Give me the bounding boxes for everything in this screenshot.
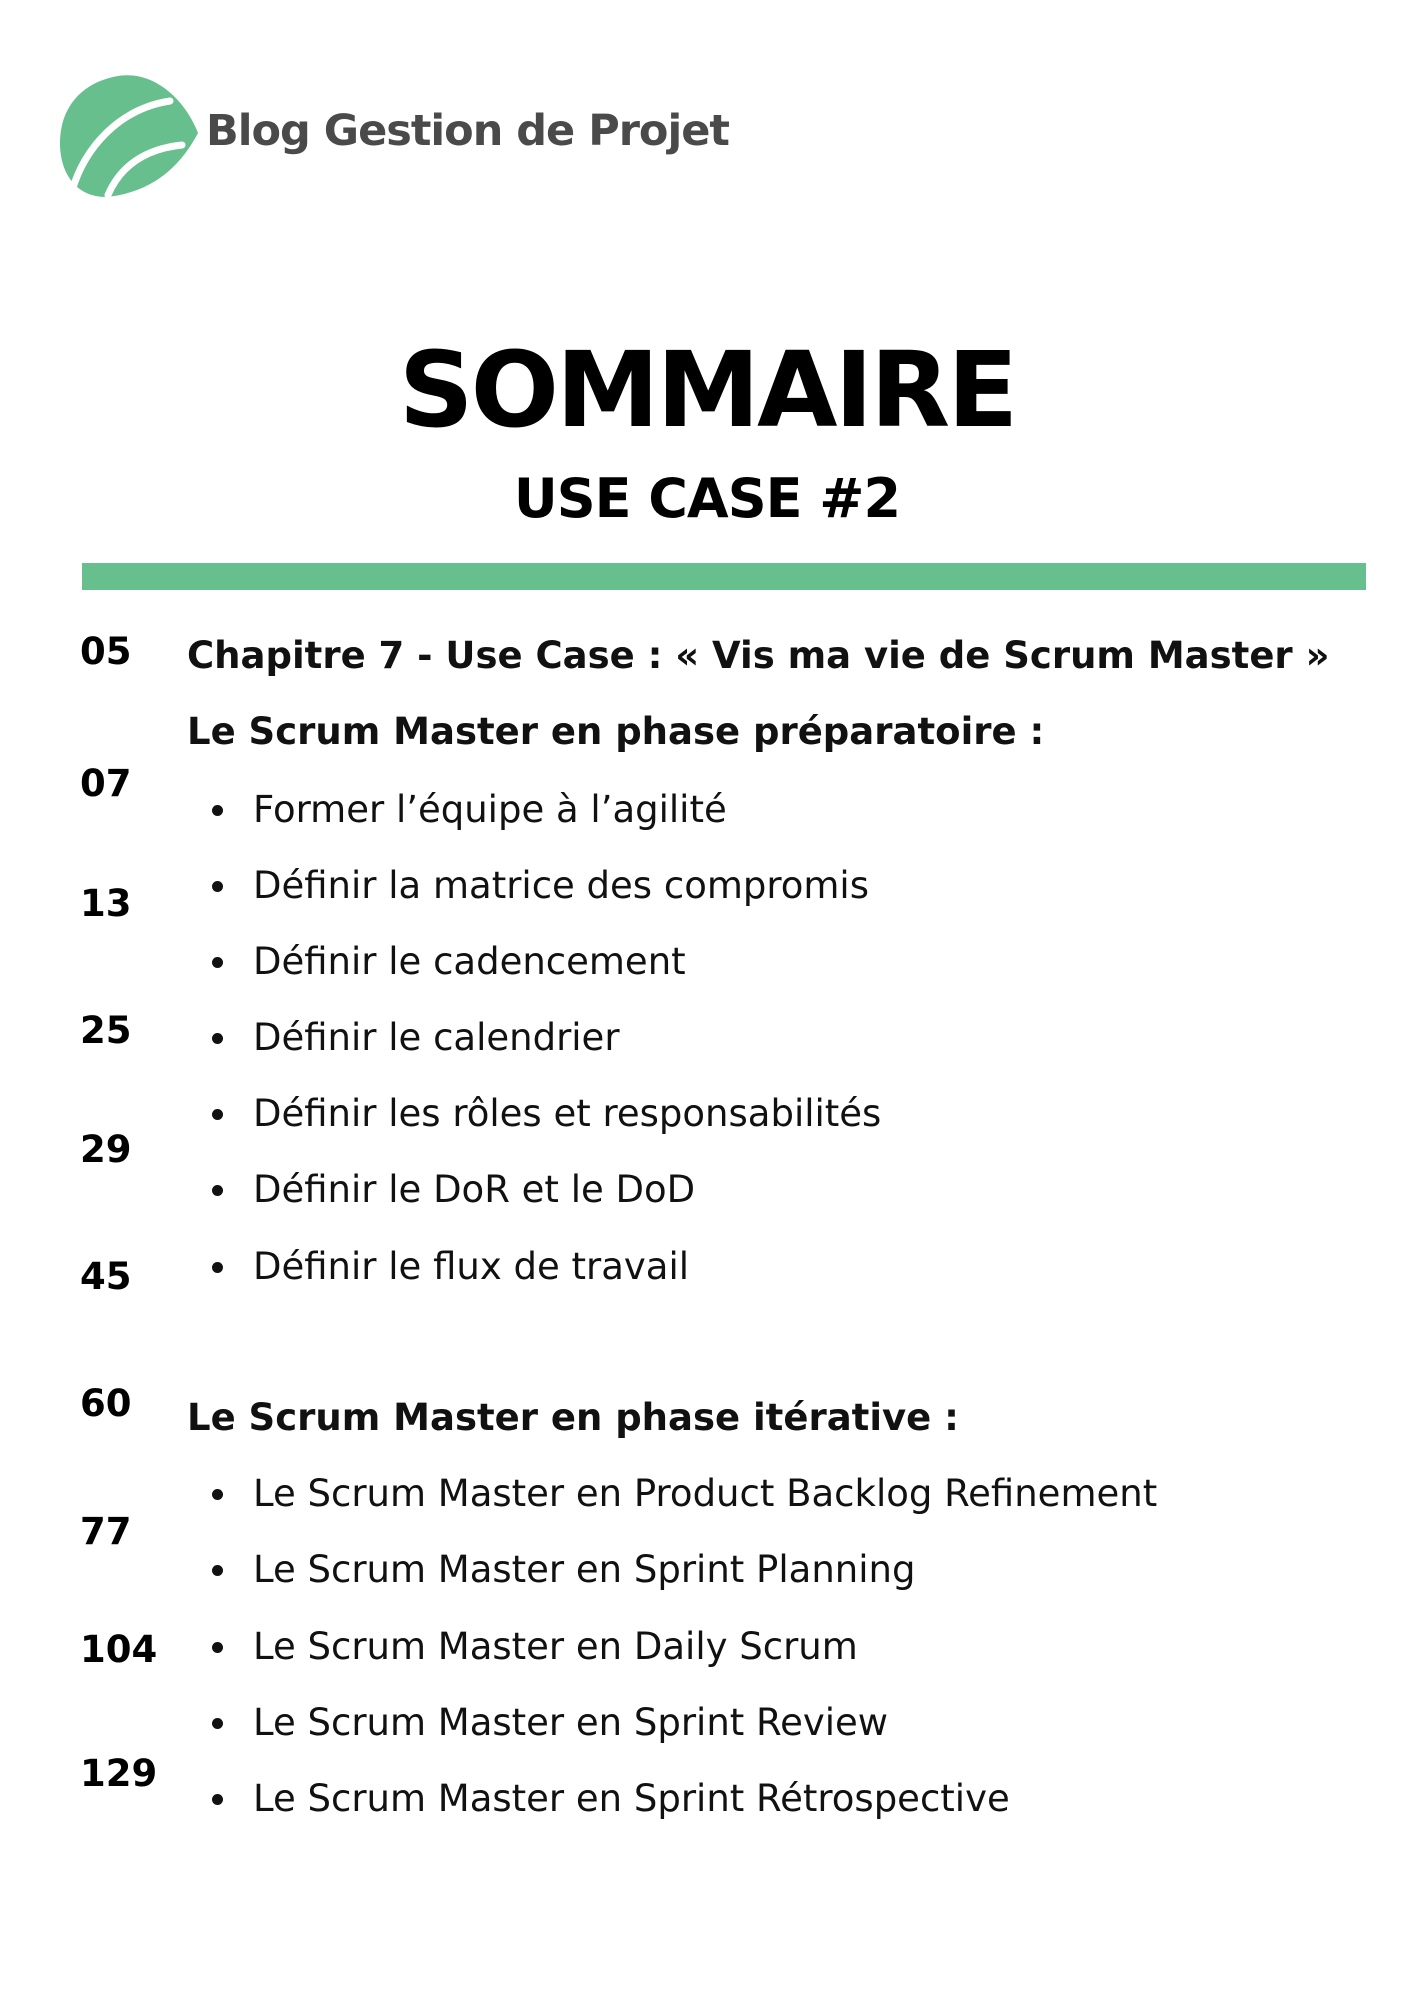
page-number: 60	[80, 1382, 132, 1425]
bullet-icon	[212, 1489, 223, 1500]
list-item: Le Scrum Master en Product Backlog Refinement	[212, 1470, 1157, 1518]
list-item: Le Scrum Master en Sprint Rétrospective	[212, 1775, 1010, 1823]
brand-logo	[58, 70, 729, 200]
list-item: Le Scrum Master en Sprint Review	[212, 1699, 888, 1747]
bullet-icon	[212, 805, 223, 816]
page-number: 07	[80, 762, 132, 805]
page-number: 29	[80, 1128, 132, 1171]
bullet-icon	[212, 1642, 223, 1653]
bullet-icon	[212, 957, 223, 968]
section-heading-iterative: Le Scrum Master en phase itérative :	[187, 1396, 959, 1439]
bullet-icon	[212, 1718, 223, 1729]
list-item: Définir les rôles et responsabilités	[212, 1090, 881, 1138]
bullet-icon	[212, 1262, 223, 1273]
bullet-icon	[212, 1185, 223, 1196]
list-item: Définir le cadencement	[212, 938, 686, 986]
bullet-icon	[212, 1794, 223, 1805]
page-number: 25	[80, 1009, 132, 1052]
page-number: 45	[80, 1255, 132, 1298]
bullet-icon	[212, 1033, 223, 1044]
list-item: Le Scrum Master en Sprint Planning	[212, 1546, 915, 1594]
leaf-logo-icon	[58, 71, 200, 199]
page-subtitle: USE CASE #2	[513, 467, 901, 530]
chapter-heading: Chapitre 7 - Use Case : « Vis ma vie de Scrum Master »	[187, 634, 1330, 677]
section-heading-preparatory: Le Scrum Master en phase préparatoire :	[187, 710, 1045, 753]
bullet-icon	[212, 1109, 223, 1120]
divider	[82, 563, 1366, 590]
list-item: Former l’équipe à l’agilité	[212, 786, 727, 834]
list-item: Le Scrum Master en Daily Scrum	[212, 1623, 858, 1671]
list-item: Définir le flux de travail	[212, 1243, 689, 1291]
page-number: 104	[80, 1628, 158, 1671]
page-title: SOMMAIRE	[398, 329, 1016, 451]
bullet-icon	[212, 881, 223, 892]
list-item: Définir le calendrier	[212, 1014, 620, 1062]
page-number: 05	[80, 630, 132, 673]
page-number: 13	[80, 882, 132, 925]
bullet-icon	[212, 1565, 223, 1576]
brand-name: Blog Gestion de Projet	[206, 106, 729, 156]
list-item: Définir le DoR et le DoD	[212, 1166, 695, 1214]
list-item: Définir la matrice des compromis	[212, 862, 869, 910]
page-number: 129	[80, 1752, 158, 1795]
page-number: 77	[80, 1510, 132, 1553]
